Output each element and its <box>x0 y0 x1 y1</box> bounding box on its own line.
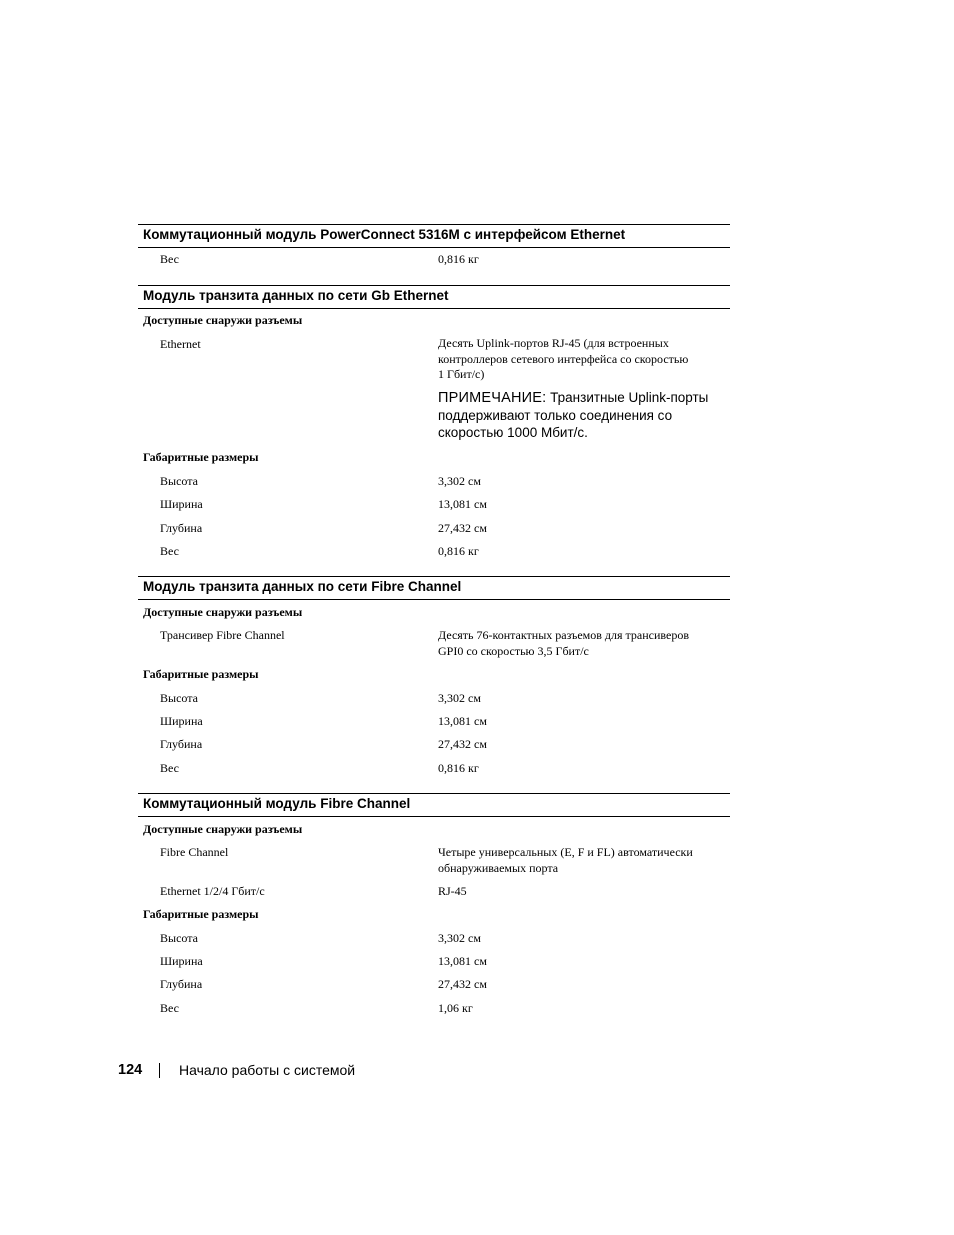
spec-value: 3,302 см <box>438 691 481 705</box>
section-header <box>138 285 730 309</box>
spec-value <box>438 336 730 383</box>
section-title: Коммутационный модуль PowerConnect 5316M с интерфейсом Ethernet <box>143 227 626 242</box>
spec-label: Ethernet <box>160 337 201 351</box>
section-header <box>138 576 730 600</box>
spec-value-line: 1 Гбит/с) <box>438 367 485 381</box>
spec-value: 27,432 см <box>438 977 487 991</box>
spec-value: 0,816 кг <box>438 544 479 558</box>
spec-value-line: GPI0 со скоростью 3,5 Гбит/с <box>438 643 589 658</box>
section-title: Модуль транзита данных по сети Gb Ethernet <box>143 288 449 303</box>
spec-label: Вес <box>160 544 179 558</box>
spec-label: Ширина <box>160 497 203 511</box>
spec-label: Высота <box>160 474 198 488</box>
spec-value-line: Десять Uplink-портов RJ-45 (для встроенных <box>438 336 669 350</box>
note-title: ПРИМЕЧАНИЕ: <box>438 390 547 406</box>
spec-label: Fibre Channel <box>160 845 229 859</box>
spec-value <box>438 845 730 876</box>
group-heading: Доступные снаружи разъемы <box>143 313 303 327</box>
spec-label: Вес <box>160 252 179 266</box>
spec-label: Ширина <box>160 954 203 968</box>
spec-value <box>438 628 730 659</box>
spec-value: 27,432 см <box>438 521 487 535</box>
spec-value: 27,432 см <box>438 737 487 751</box>
spec-value: 1,06 кг <box>438 1001 473 1015</box>
spec-value: 3,302 см <box>438 474 481 488</box>
spec-value: 3,302 см <box>438 931 481 945</box>
spec-label: Высота <box>160 691 198 705</box>
spec-label: Высота <box>160 931 198 945</box>
spec-label: Ширина <box>160 714 203 728</box>
spec-value: 0,816 кг <box>438 252 479 266</box>
note-block <box>438 389 730 441</box>
section-header <box>138 224 730 248</box>
page-number: 124 <box>118 1062 143 1078</box>
spec-value: 13,081 см <box>438 714 487 728</box>
spec-value: 13,081 см <box>438 954 487 968</box>
section-title: Модуль транзита данных по сети Fibre Channel <box>143 579 462 594</box>
section-title: Коммутационный модуль Fibre Channel <box>143 796 411 811</box>
spec-label: Глубина <box>160 737 203 751</box>
spec-value-line: обнаруживаемых порта <box>438 860 559 875</box>
spec-value: RJ-45 <box>438 884 467 898</box>
spec-value: 0,816 кг <box>438 761 479 775</box>
spec-value-line: контроллеров сетевого интерфейса со скоростью <box>438 351 689 366</box>
spec-label: Вес <box>160 1001 179 1015</box>
spec-label: Глубина <box>160 977 203 991</box>
footer-title: Начало работы с системой <box>179 1062 356 1078</box>
group-heading: Габаритные размеры <box>143 450 259 464</box>
note-text: Транзитные Uplink-порты поддерживают только соединения со скоростью 1000 Мбит/с. <box>438 390 709 440</box>
group-heading: Доступные снаружи разъемы <box>143 822 303 836</box>
spec-value: 13,081 см <box>438 497 487 511</box>
group-heading: Доступные снаружи разъемы <box>143 605 303 619</box>
group-heading: Габаритные размеры <box>143 667 259 681</box>
footer-divider <box>159 1063 160 1078</box>
section-header <box>138 793 730 817</box>
group-heading: Габаритные размеры <box>143 907 259 921</box>
spec-label: Ethernet 1/2/4 Гбит/с <box>160 884 265 898</box>
spec-label: Вес <box>160 761 179 775</box>
spec-label: Трансивер Fibre Channel <box>160 628 285 642</box>
spec-value-line: Четыре универсальных (E, F и FL) автоматически <box>438 845 693 859</box>
spec-value-line: Десять 76-контактных разъемов для трансиверов <box>438 628 690 642</box>
spec-label: Глубина <box>160 521 203 535</box>
